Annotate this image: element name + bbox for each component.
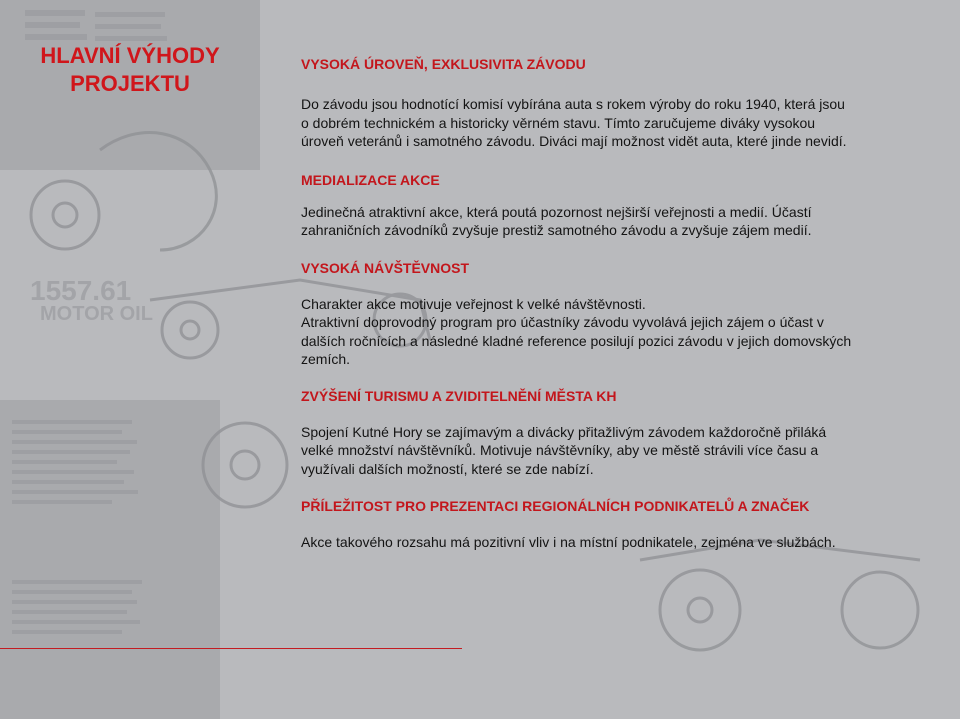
section-heading-5: PŘÍLEŽITOST PRO PREZENTACI REGIONÁLNÍCH PODNIKATELŮ A ZNAČEK — [301, 498, 810, 514]
section-heading-2: MEDIALIZACE AKCE — [301, 171, 440, 188]
svg-text:1557.61: 1557.61 — [30, 275, 132, 306]
title-line-2: PROJEKTU — [70, 71, 190, 96]
section-body-3: Charakter akce motivuje veřejnost k velké návštěvnosti. Atraktivní doprovodný program pro účastníky závodu vyvolává jejich zájem o účast v dalších ročnících a následné kladné reference posilují pozici závodu v jejich domovských zemích. — [301, 295, 852, 367]
footer-divider — [0, 648, 462, 649]
section-heading-3: VYSOKÁ NÁVŠTĚVNOST — [301, 259, 470, 276]
section-body-4: Spojení Kutné Hory se zajímavým a divácky přitažlivým závodem každoročně přiláká velké množství návštěvníků. Motivuje návštěvníky, aby ve městě strávili více času a využívali dalších možností, které se zde nabízí. — [301, 423, 827, 477]
section-heading-4: ZVÝŠENÍ TURISMU A ZVIDITELNĚNÍ MĚSTA KH — [301, 387, 617, 404]
section-body-1: Do závodu jsou hodnotící komisí vybírána auta s rokem výroby do roku 1940, která jsou o dobrém technickém a historicky věrném stavu. Tímto zaručujeme diváky vysokou úroveň veteránů i samotného závodu. Diváci mají možnost vidět auta, které jinde nevidí. — [301, 96, 847, 149]
page-title — [20, 42, 240, 98]
benefits-list — [301, 55, 941, 552]
section-body-2: Jedinečná atraktivní akce, která poutá pozornost nejširší veřejnosti a medií. Účastí zahraničních závodníků zvyšuje prestiž samotného závodu a zvyšuje zájem medií. — [301, 203, 812, 238]
section-heading-1: VYSOKÁ ÚROVEŇ, EXKLUSIVITA ZÁVODU — [301, 56, 586, 72]
svg-text:MOTOR OIL: MOTOR OIL — [40, 303, 153, 325]
section-body-5: Akce takového rozsahu má pozitivní vliv i na místní podnikatele, zejména ve službách. — [301, 534, 836, 550]
title-line-1: HLAVNÍ VÝHODY — [40, 43, 220, 68]
